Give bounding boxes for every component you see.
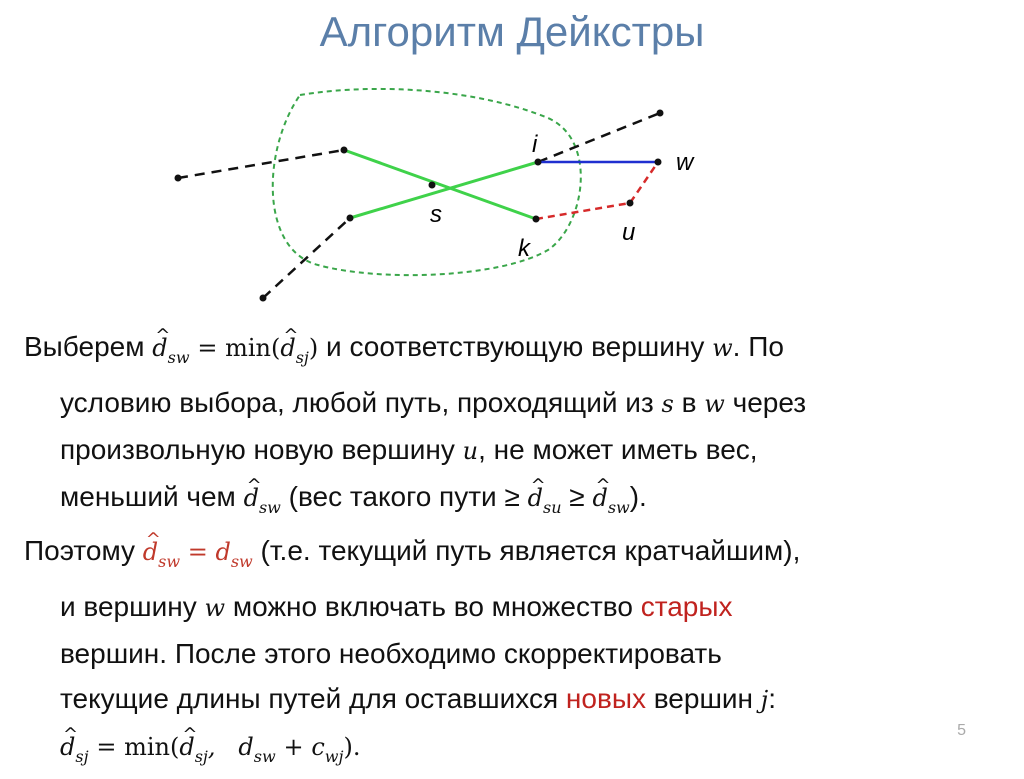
vertex-top [341, 147, 348, 154]
update-formula: ^ $d_{sj}$ = min(^ $d_{sj}$, $d_{sw} + c_{wj}$). [24, 723, 1014, 779]
label-u: u [622, 219, 636, 246]
vertex-s [429, 182, 436, 189]
label-k: k [518, 235, 530, 262]
vertex-lower-left [260, 295, 267, 302]
label-s: s [430, 201, 442, 228]
path-k-u-w [536, 162, 658, 219]
edge-dashed-left [178, 150, 344, 178]
dijkstra-diagram [0, 0, 1024, 320]
label-w: w [676, 149, 694, 176]
vertex-w [655, 159, 662, 166]
paragraph-selection: Выберем ^ $d_{sw}$ = min(^ $d_{sj}$) и соответствующую вершину w. По условию выбора, любой путь, проходящий из s в w через произвольную новую вершину u, не может иметь вес, меньший чем ^ $d_{sw}$ (вес такого пути ≥ ^ $d_{su}$ ≥ ^ $d_{sw}$). [24, 324, 1014, 530]
vertex-right-top [657, 110, 664, 117]
edge-dashed-bottom [263, 218, 350, 298]
edge-dashed-right [538, 113, 660, 162]
vertex-k [533, 216, 540, 223]
page-number: 5 [957, 722, 966, 739]
vertex-left [175, 175, 182, 182]
vertex-i [535, 159, 542, 166]
page-title: Алгоритм Дейкстры [319, 8, 705, 55]
paragraph-conclusion: Поэтому ^ $d_{sw} = d_{sw}$ (т.е. текущий путь является кратчайшим), и вершину w можно включать во множество старых вершин. После этого необходимо скорректировать текущие длины путей для оставшихся новых вершин j: ^ $d_{sj}$ = min(^ $d_{sj}$, $d_{sw} + c_{wj}$). [24, 528, 1014, 779]
vertex-bottom [347, 215, 354, 222]
label-i: i [532, 131, 538, 158]
vertex-u [627, 200, 634, 207]
